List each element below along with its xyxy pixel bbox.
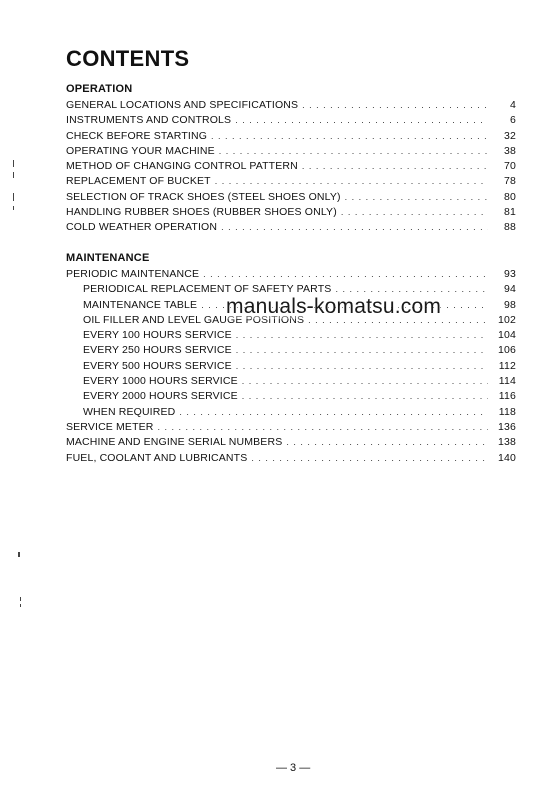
toc-entry bbox=[66, 205, 516, 220]
watermark-text: manuals-komatsu.com bbox=[226, 295, 442, 318]
dot-leader bbox=[179, 405, 488, 420]
toc-entry-label: REPLACEMENT OF BUCKET bbox=[66, 175, 211, 188]
toc-entry-page: 138 bbox=[498, 436, 516, 449]
scan-mark bbox=[18, 552, 20, 557]
toc-entry-page: 112 bbox=[498, 359, 516, 372]
dot-leader bbox=[221, 220, 488, 235]
toc-entry-page: 98 bbox=[504, 298, 516, 311]
dot-leader bbox=[345, 190, 488, 205]
dot-leader bbox=[236, 359, 488, 374]
dot-leader bbox=[341, 205, 488, 220]
toc-entry-page: 118 bbox=[498, 405, 516, 418]
toc-entry bbox=[66, 420, 516, 435]
dot-leader bbox=[219, 144, 488, 159]
toc-entry-label: COLD WEATHER OPERATION bbox=[66, 221, 218, 234]
toc-entry-label: FUEL, COOLANT AND LUBRICANTS bbox=[66, 451, 248, 464]
toc-entry bbox=[66, 190, 516, 205]
section-maintenance bbox=[66, 252, 516, 466]
dot-leader bbox=[242, 389, 488, 404]
toc-entry-label: SERVICE METER bbox=[66, 420, 154, 433]
scan-mark bbox=[20, 604, 21, 607]
toc-entry bbox=[66, 435, 516, 450]
section-operation bbox=[66, 83, 516, 236]
toc-entry-label: WHEN REQUIRED bbox=[83, 405, 176, 418]
toc-entry-page: 104 bbox=[498, 329, 516, 342]
section-heading: MAINTENANCE bbox=[66, 252, 150, 264]
toc-entry bbox=[66, 374, 516, 389]
toc-entry-label: GENERAL LOCATIONS AND SPECIFICATIONS bbox=[66, 99, 299, 111]
dot-leader bbox=[158, 420, 488, 435]
toc-entry-label: MACHINE AND ENGINE SERIAL NUMBERS bbox=[66, 436, 283, 449]
dot-leader bbox=[211, 129, 488, 144]
toc-entry bbox=[66, 144, 516, 159]
toc-entry-label: OPERATING YOUR MACHINE bbox=[66, 144, 215, 157]
toc-entry-page: 114 bbox=[498, 375, 516, 388]
toc-entry bbox=[66, 359, 516, 374]
toc-entry-page: 88 bbox=[504, 221, 516, 234]
toc-entry-label: OIL FILLER AND LEVEL GAUGE POSITIONS bbox=[83, 313, 305, 326]
toc-entry bbox=[66, 328, 516, 343]
toc-entry bbox=[66, 174, 516, 189]
toc-entry bbox=[66, 267, 516, 282]
dot-leader bbox=[242, 374, 488, 389]
toc-entry-label: METHOD OF CHANGING CONTROL PATTERN bbox=[66, 160, 298, 173]
toc-entry-page: 140 bbox=[498, 451, 516, 464]
toc-entry-label: SELECTION OF TRACK SHOES (STEEL SHOES ONLY) bbox=[66, 190, 341, 203]
toc-entry-page: 81 bbox=[504, 206, 516, 219]
toc-entry-label: HANDLING RUBBER SHOES (RUBBER SHOES ONLY) bbox=[66, 206, 337, 219]
dot-leader bbox=[302, 98, 488, 113]
toc-entry-page: 80 bbox=[504, 190, 516, 203]
toc-entry-label: MAINTENANCE TABLE bbox=[83, 298, 198, 311]
scan-mark bbox=[13, 160, 14, 167]
toc-entry-page: 102 bbox=[498, 313, 516, 326]
toc-entry-page: 93 bbox=[504, 268, 516, 280]
scan-mark bbox=[13, 193, 14, 201]
scan-mark bbox=[20, 597, 21, 601]
toc-entry bbox=[66, 451, 516, 466]
toc-entry-label: CHECK BEFORE STARTING bbox=[66, 129, 208, 142]
toc-entry bbox=[66, 113, 516, 128]
scan-mark bbox=[13, 172, 14, 178]
toc-entry-label: PERIODIC MAINTENANCE bbox=[66, 268, 200, 280]
dot-leader bbox=[286, 435, 488, 450]
toc-entry-page: 78 bbox=[504, 175, 516, 188]
toc-entry-label: INSTRUMENTS AND CONTROLS bbox=[66, 114, 232, 127]
dot-leader bbox=[235, 113, 488, 128]
page-title: CONTENTS bbox=[66, 46, 190, 71]
toc-entry-page: 116 bbox=[498, 390, 516, 403]
toc-entry bbox=[66, 129, 516, 144]
toc-entry-label: EVERY 100 HOURS SERVICE bbox=[83, 329, 232, 342]
dot-leader bbox=[236, 328, 488, 343]
toc-entry bbox=[66, 405, 516, 420]
dot-leader bbox=[302, 159, 488, 174]
dot-leader bbox=[203, 267, 488, 282]
toc-entry-page: 32 bbox=[504, 129, 516, 142]
toc-entry bbox=[66, 98, 516, 113]
dot-leader bbox=[215, 174, 488, 189]
toc-entry-label: PERIODICAL REPLACEMENT OF SAFETY PARTS bbox=[83, 283, 332, 296]
toc-list bbox=[66, 98, 516, 236]
toc-entry-label: EVERY 250 HOURS SERVICE bbox=[83, 344, 232, 357]
scan-mark bbox=[13, 206, 14, 210]
dot-leader bbox=[236, 343, 488, 358]
toc-entry-page: 70 bbox=[504, 160, 516, 173]
toc-entry-page: 136 bbox=[498, 420, 516, 433]
toc-entry-page: 106 bbox=[498, 344, 516, 357]
toc-entry bbox=[66, 159, 516, 174]
toc-entry bbox=[66, 220, 516, 235]
section-heading: OPERATION bbox=[66, 83, 133, 95]
toc-entry-label: EVERY 2000 HOURS SERVICE bbox=[83, 390, 238, 403]
toc-entry-page: 6 bbox=[510, 114, 516, 127]
toc-entry-page: 38 bbox=[504, 144, 516, 157]
toc-entry-page: 94 bbox=[504, 283, 516, 296]
dot-leader bbox=[251, 451, 488, 466]
toc-entry bbox=[66, 343, 516, 358]
toc-entry-page: 4 bbox=[510, 99, 516, 111]
toc-entry bbox=[66, 389, 516, 404]
page-number: — 3 — bbox=[276, 762, 311, 774]
toc-entry-label: EVERY 1000 HOURS SERVICE bbox=[83, 375, 238, 388]
toc-entry-label: EVERY 500 HOURS SERVICE bbox=[83, 359, 232, 372]
